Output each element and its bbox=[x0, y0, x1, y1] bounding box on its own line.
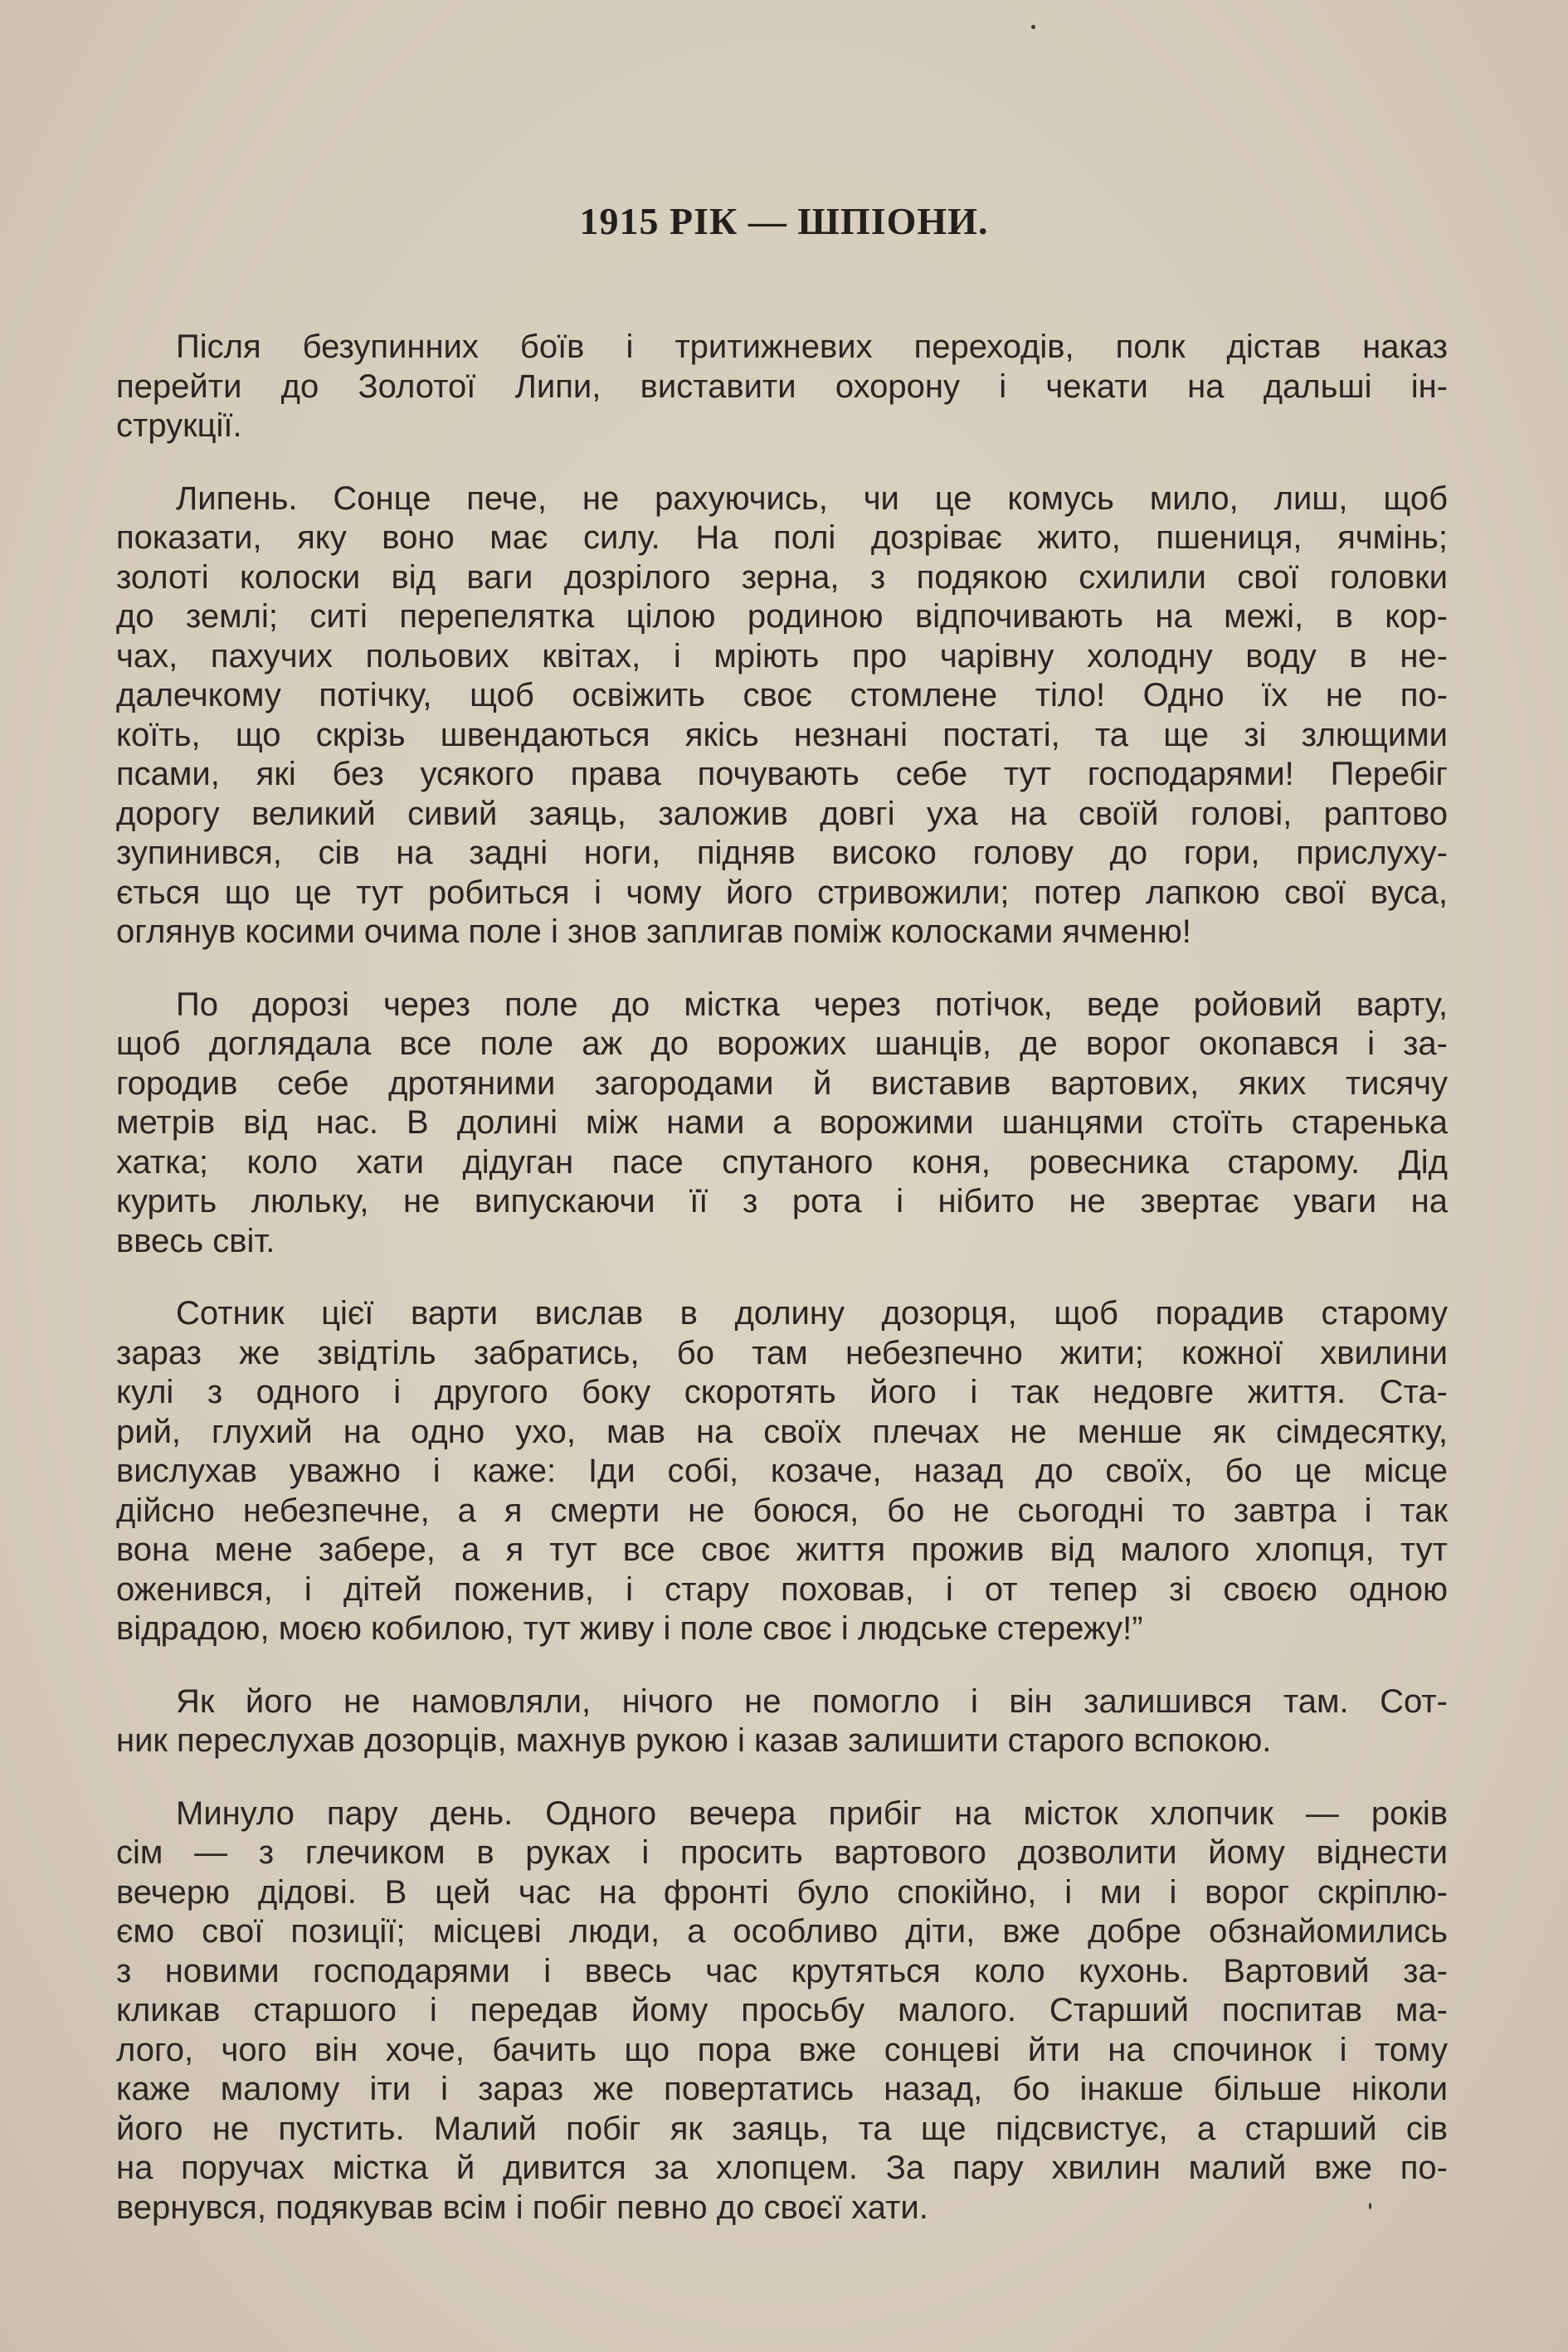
text-line: Липень. Сонце пече, не рахуючись, чи це комусь мило, лиш, щоб bbox=[176, 480, 1448, 517]
text-line: до землі; ситі перепелятка цілою родиною відпочивають на межі, в кор- bbox=[116, 598, 1448, 635]
text-line: ється що це тут робиться і чому його стривожили; потер лапкою свої вуса, bbox=[116, 874, 1448, 911]
text-line: лого, чого він хоче, бачить що пора вже сонцеві йти на спочинок і тому bbox=[116, 2031, 1448, 2068]
text-line: зупинився, сів на задні ноги, підняв високо голову до гори, прислуху- bbox=[116, 835, 1448, 871]
text-line: ник переслухав дозорців, махнув рукою і казав залишити старого вспокою. bbox=[116, 1722, 1272, 1759]
text-line: Сотник цієї варти вислав в долину дозорця, щоб порадив старому bbox=[176, 1295, 1448, 1332]
text-line: показати, яку воно має силу. На полі дозріває жито, пшениця, ячмінь; bbox=[116, 519, 1448, 556]
text-line: ввесь світ. bbox=[116, 1222, 275, 1259]
text-line: з новими господарями і ввесь час крутяться коло кухонь. Вартовий за- bbox=[116, 1952, 1448, 1989]
text-line: хатка; коло хати дідуган пасе спутаного коня, ровесника старому. Дід bbox=[116, 1143, 1448, 1181]
text-line: струкції. bbox=[116, 407, 242, 444]
text-line: чах, пахучих польових квітах, і мріють про чарівну холодну воду в не- bbox=[116, 637, 1448, 674]
ink-speck bbox=[1031, 25, 1035, 29]
paragraph bbox=[116, 1794, 1448, 2228]
text-line: сім — з глечиком в руках і просить вартового дозволити йому віднести bbox=[116, 1834, 1448, 1871]
chapter-title: 1915 РІК — ШПІОНИ. bbox=[579, 200, 989, 242]
text-line: Минуло пару день. Одного вечера прибіг на місток хлопчик — років bbox=[176, 1794, 1448, 1832]
text-line: каже малому іти і зараз же повертатись назад, бо інакше більше ніколи bbox=[116, 2071, 1448, 2107]
paragraph bbox=[116, 328, 1448, 446]
text-line: вислухав уважно і каже: Іди собі, козаче, назад до своїх, бо це місце bbox=[116, 1453, 1448, 1489]
text-line: його не пустить. Малий побіг як заяць, та ще підсвистує, а старший сів bbox=[116, 2110, 1448, 2147]
text-line: По дорозі через поле до містка через потічок, веде ройовий варту, bbox=[176, 986, 1448, 1023]
chapter-body bbox=[116, 328, 1448, 2261]
text-line: золоті колоски від ваги дозрілого зерна, з подякою схилили свої головки bbox=[116, 558, 1448, 596]
text-line: курить люльку, не випускаючи її з рота і нібито не звертає уваги на bbox=[116, 1183, 1448, 1220]
text-line: Як його не намовляли, нічого не помогло і він залишився там. Сот- bbox=[176, 1682, 1448, 1720]
text-line: метрів від нас. В долині між нами а ворожими шанцями стоїть старенька bbox=[116, 1104, 1448, 1141]
text-line: відрадою, моєю кобилою, тут живу і поле своє і людське стережу!” bbox=[116, 1610, 1143, 1647]
text-line: дійсно небезпечне, а я смерти не боюся, бо не сьогодні то завтра і так bbox=[116, 1492, 1448, 1529]
paragraph bbox=[116, 1294, 1448, 1649]
text-line: псами, які без усякого права почувають себе тут господарями! Перебіг bbox=[116, 756, 1448, 792]
text-line: вечерю дідові. В цей час на фронті було спокійно, і ми і ворог скріплю- bbox=[116, 1873, 1448, 1911]
text-line: городив себе дротяними загородами й виставив вартових, яких тисячу bbox=[116, 1064, 1448, 1102]
paragraph bbox=[116, 480, 1448, 952]
text-line: оглянув косими очима поле і знов заплигав поміж колосками ячменю! bbox=[116, 913, 1191, 950]
text-line: на поручах містка й дивится за хлопцем. За пару хвилин малий вже по- bbox=[116, 2150, 1448, 2186]
text-line: щоб доглядала все поле аж до ворожих шанців, де ворог окопався і за- bbox=[116, 1025, 1448, 1062]
text-line: оженився, і дітей поженив, і стару поховав, і от тепер зі своєю одною bbox=[116, 1570, 1448, 1608]
paragraph bbox=[116, 986, 1448, 1262]
ink-speck bbox=[1369, 2203, 1371, 2209]
text-line: вернувся, подякував всім і побіг певно до своєї хати. bbox=[116, 2189, 928, 2226]
text-line: дорогу великий сивий заяць, заложив довгі уха на своїй голові, раптово bbox=[116, 795, 1448, 832]
text-line: кликав старшого і передав йому просьбу малого. Старший поспитав ма- bbox=[116, 1992, 1448, 2028]
text-line: ємо свої позиції; місцеві люди, а особливо діти, вже добре обзнайомились bbox=[116, 1913, 1448, 1950]
text-line: Після безупинних боїв і тритижневих переходів, полк дістав наказ bbox=[176, 329, 1448, 365]
text-line: рий, глухий на одно ухо, мав на своїх плечах не менше як сімдесятку, bbox=[116, 1413, 1448, 1450]
text-line: зараз же звідтіль забратись, бо там небезпечно жити; кожної хвилини bbox=[116, 1334, 1448, 1371]
text-line: далечкому потічку, щоб освіжить своє стомлене тіло! Одно їх не по- bbox=[116, 677, 1448, 713]
text-line: кулі з одного і другого боку скоротять його і так недовге життя. Ста- bbox=[116, 1374, 1448, 1410]
paragraph bbox=[116, 1682, 1448, 1761]
text-line: коїть, що скрізь швендаються якісь незнані постаті, та ще зі злющими bbox=[116, 716, 1448, 753]
text-line: вона мене забере, а я тут все своє життя прожив від малого хлопця, тут bbox=[116, 1531, 1448, 1568]
text-line: перейти до Золотої Липи, виставити охорону і чекати на дальші ін- bbox=[116, 368, 1448, 405]
